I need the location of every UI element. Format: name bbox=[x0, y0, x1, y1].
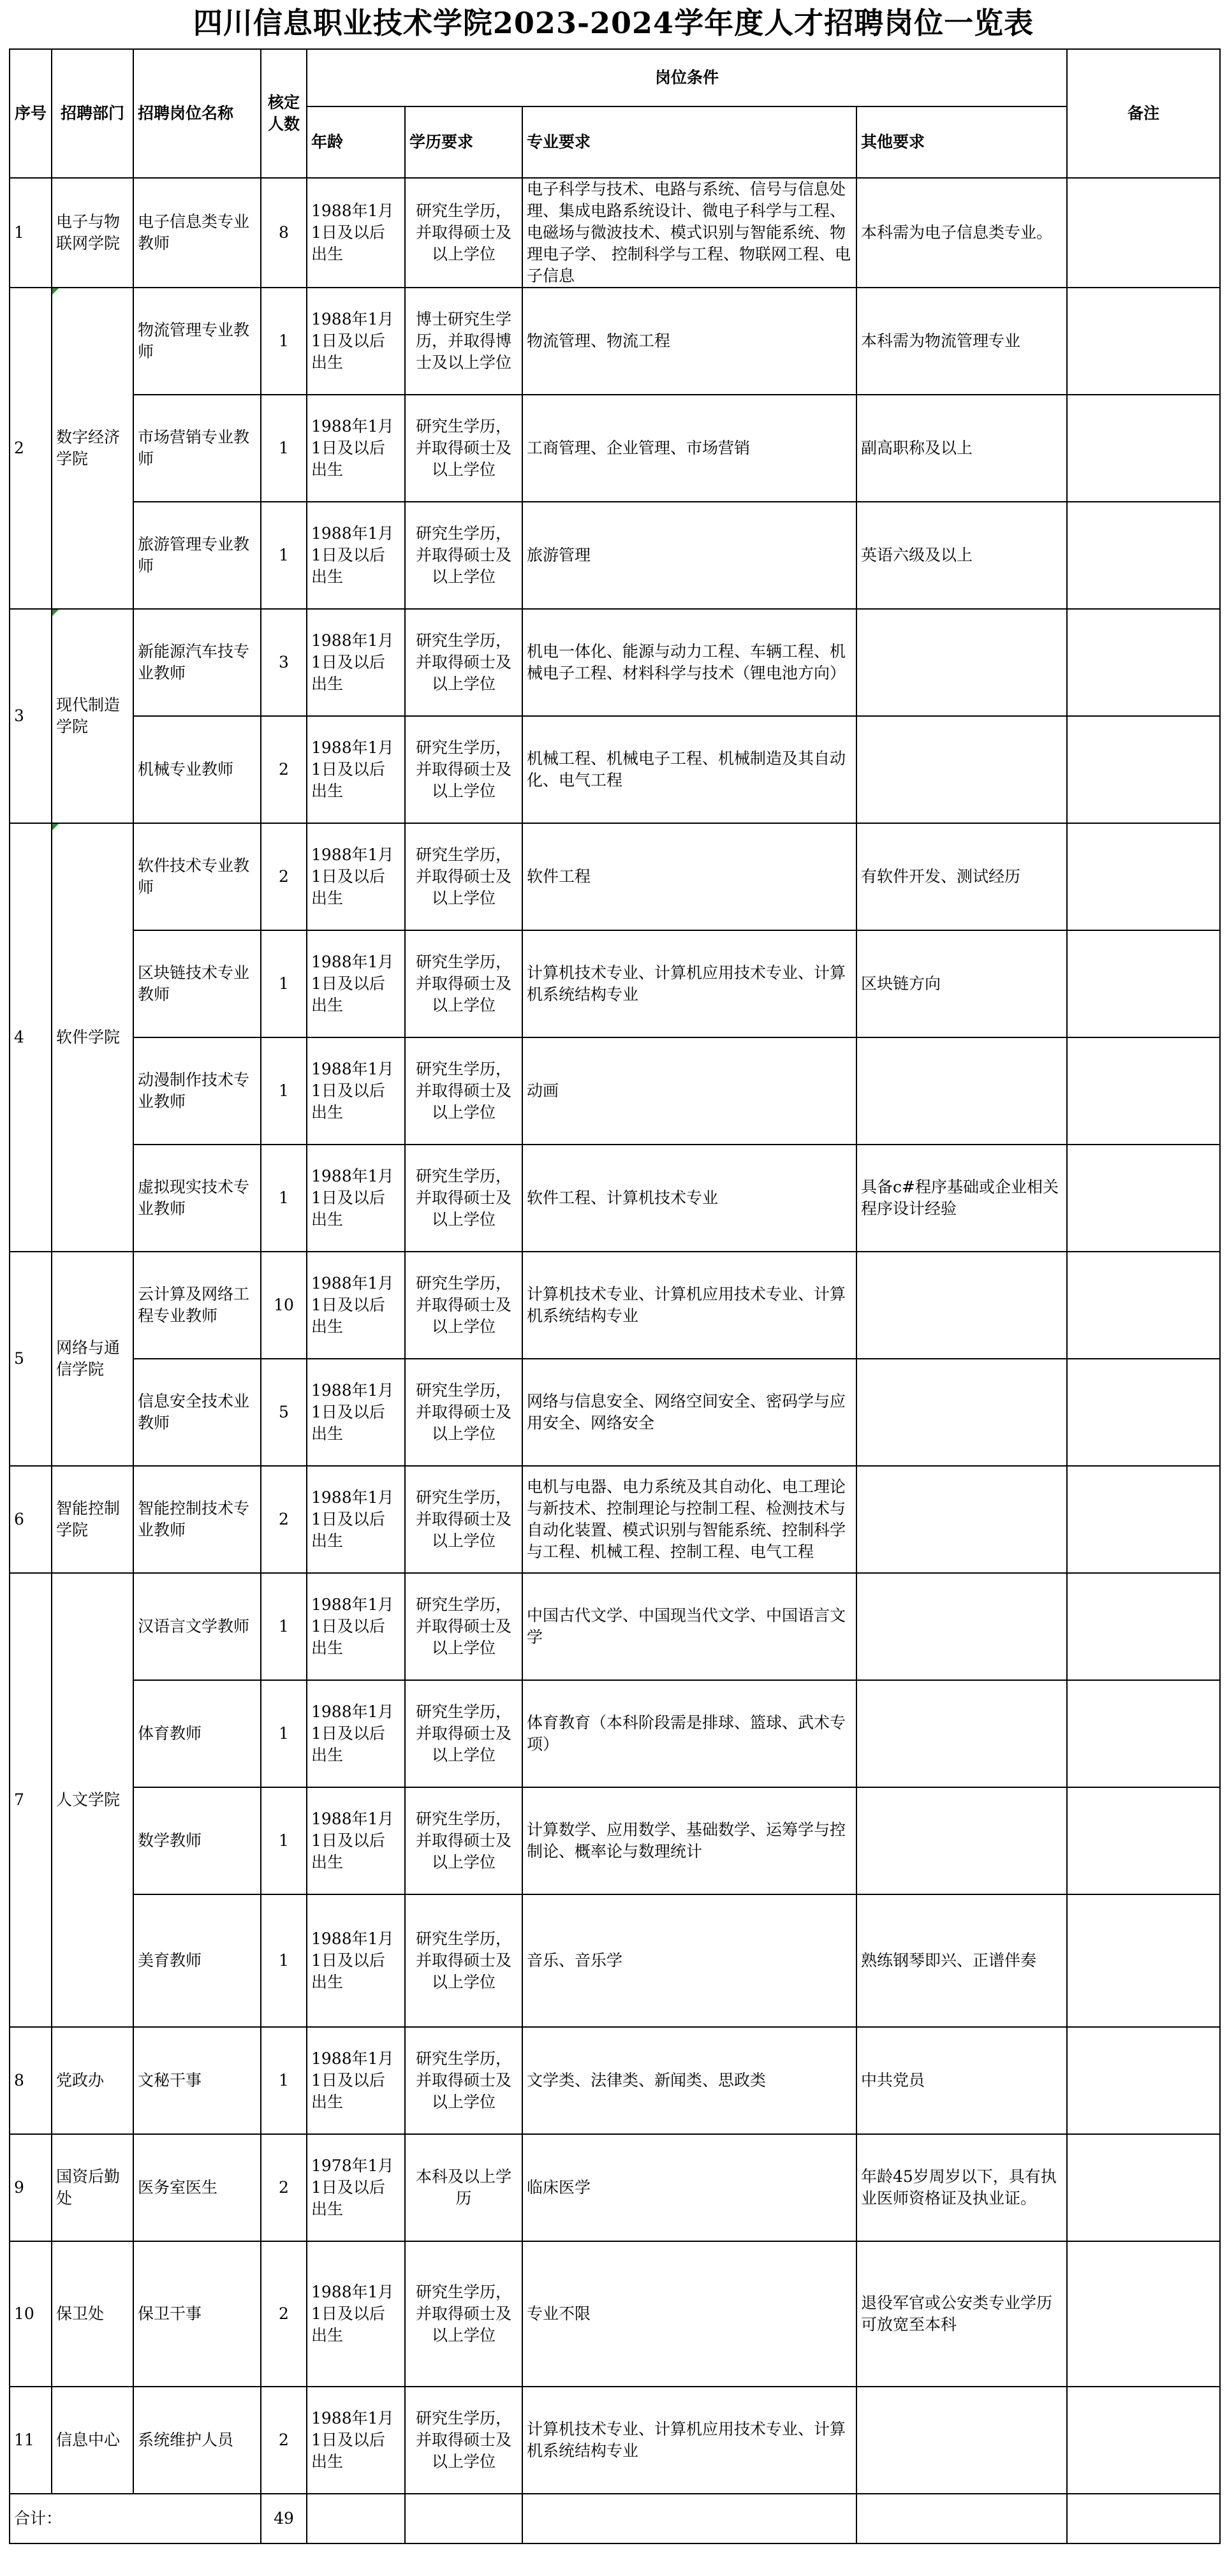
header-age: 年龄 bbox=[307, 106, 405, 178]
row-remark bbox=[1067, 2027, 1220, 2134]
row-other: 副高职称及以上 bbox=[856, 395, 1067, 502]
row-age: 1988年1月1日及以后出生 bbox=[307, 1037, 405, 1145]
row-dept: 智能控制学院 bbox=[52, 1466, 133, 1573]
row-position: 区块链技术专业教师 bbox=[133, 930, 261, 1037]
row-major: 电机与电器、电力系统及其自动化、电工理论与新技术、控制理论与控制工程、检测技术与自动化装置、模式识别与智能系统、控制科学与工程、机械工程、控制工程、电气工程 bbox=[522, 1466, 856, 1573]
table-body bbox=[10, 178, 1220, 2494]
row-remark bbox=[1067, 1359, 1220, 1466]
row-seq: 10 bbox=[10, 2241, 52, 2387]
row-education: 研究生学历，并取得硕士及以上学位 bbox=[405, 2387, 522, 2494]
row-age: 1988年1月1日及以后出生 bbox=[307, 288, 405, 395]
row-remark bbox=[1067, 2134, 1220, 2241]
row-other bbox=[856, 1466, 1067, 1573]
row-remark bbox=[1067, 1894, 1220, 2027]
row-count: 1 bbox=[261, 1573, 307, 1680]
row-remark bbox=[1067, 288, 1220, 395]
row-major: 网络与信息安全、网络空间安全、密码学与应用安全、网络安全 bbox=[522, 1359, 856, 1466]
row-count: 1 bbox=[261, 1787, 307, 1894]
row-age: 1978年1月1日及以后出生 bbox=[307, 2134, 405, 2241]
row-age: 1988年1月1日及以后出生 bbox=[307, 1145, 405, 1252]
row-other bbox=[856, 1359, 1067, 1466]
row-dept: 国资后勤处 bbox=[52, 2134, 133, 2241]
row-remark bbox=[1067, 1252, 1220, 1359]
total-count: 49 bbox=[261, 2494, 307, 2543]
row-dept: 保卫处 bbox=[52, 2241, 133, 2387]
row-major: 体育教育（本科阶段需是排球、篮球、武术专项） bbox=[522, 1680, 856, 1787]
row-remark bbox=[1067, 1680, 1220, 1787]
row-position: 保卫干事 bbox=[133, 2241, 261, 2387]
row-remark bbox=[1067, 716, 1220, 823]
row-position: 机械专业教师 bbox=[133, 716, 261, 823]
table-row bbox=[10, 2027, 1220, 2134]
table-row bbox=[10, 1466, 1220, 1573]
row-education: 研究生学历，并取得硕士及以上学位 bbox=[405, 1252, 522, 1359]
row-position: 智能控制技术专业教师 bbox=[133, 1466, 261, 1573]
row-major: 计算数学、应用数学、基础数学、运筹学与控制论、概率论与数理统计 bbox=[522, 1787, 856, 1894]
table-row bbox=[10, 2241, 1220, 2387]
row-position: 虚拟现实技术专业教师 bbox=[133, 1145, 261, 1252]
table-row bbox=[10, 1573, 1220, 1680]
row-age: 1988年1月1日及以后出生 bbox=[307, 1894, 405, 2027]
row-count: 2 bbox=[261, 2241, 307, 2387]
row-major: 物流管理、物流工程 bbox=[522, 288, 856, 395]
table-row bbox=[10, 1680, 1220, 1787]
table-row bbox=[10, 178, 1220, 288]
table-row bbox=[10, 502, 1220, 609]
table-row bbox=[10, 1145, 1220, 1252]
total-empty-cell bbox=[1067, 2494, 1220, 2543]
row-remark bbox=[1067, 609, 1220, 716]
row-position: 电子信息类专业教师 bbox=[133, 178, 261, 288]
row-remark bbox=[1067, 1573, 1220, 1680]
row-other: 有软件开发、测试经历 bbox=[856, 823, 1067, 930]
header-remark: 备注 bbox=[1067, 49, 1220, 178]
row-position: 物流管理专业教师 bbox=[133, 288, 261, 395]
table-row bbox=[10, 2134, 1220, 2241]
total-empty-cell bbox=[307, 2494, 405, 2543]
row-major: 软件工程、计算机技术专业 bbox=[522, 1145, 856, 1252]
row-education: 本科及以上学历 bbox=[405, 2134, 522, 2241]
row-age: 1988年1月1日及以后出生 bbox=[307, 178, 405, 288]
row-education: 研究生学历，并取得硕士及以上学位 bbox=[405, 2241, 522, 2387]
row-education: 研究生学历，并取得硕士及以上学位 bbox=[405, 823, 522, 930]
table-row bbox=[10, 823, 1220, 930]
row-dept: 现代制造学院 bbox=[52, 609, 133, 823]
row-age: 1988年1月1日及以后出生 bbox=[307, 823, 405, 930]
row-education: 研究生学历，并取得硕士及以上学位 bbox=[405, 178, 522, 288]
total-empty-cell bbox=[522, 2494, 856, 2543]
row-count: 1 bbox=[261, 930, 307, 1037]
row-major: 中国古代文学、中国现当代文学、中国语言文学 bbox=[522, 1573, 856, 1680]
row-count: 1 bbox=[261, 502, 307, 609]
row-major: 软件工程 bbox=[522, 823, 856, 930]
row-other: 区块链方向 bbox=[856, 930, 1067, 1037]
row-remark bbox=[1067, 1037, 1220, 1145]
total-empty-cell bbox=[405, 2494, 522, 2543]
header-seq: 序号 bbox=[10, 49, 52, 178]
row-count: 1 bbox=[261, 1037, 307, 1145]
row-position: 文秘干事 bbox=[133, 2027, 261, 2134]
table-row bbox=[10, 395, 1220, 502]
row-education: 研究生学历，并取得硕士及以上学位 bbox=[405, 1787, 522, 1894]
row-position: 云计算及网络工程专业教师 bbox=[133, 1252, 261, 1359]
table-row bbox=[10, 2387, 1220, 2494]
table-row bbox=[10, 930, 1220, 1037]
row-remark bbox=[1067, 2241, 1220, 2387]
row-position: 系统维护人员 bbox=[133, 2387, 261, 2494]
row-other bbox=[856, 1573, 1067, 1680]
row-dept: 电子与物联网学院 bbox=[52, 178, 133, 288]
row-major: 专业不限 bbox=[522, 2241, 856, 2387]
row-other bbox=[856, 1252, 1067, 1359]
row-position: 美育教师 bbox=[133, 1894, 261, 2027]
row-seq: 2 bbox=[10, 288, 52, 609]
row-age: 1988年1月1日及以后出生 bbox=[307, 1680, 405, 1787]
row-seq: 3 bbox=[10, 609, 52, 823]
row-count: 1 bbox=[261, 288, 307, 395]
row-position: 信息安全技术业教师 bbox=[133, 1359, 261, 1466]
row-age: 1988年1月1日及以后出生 bbox=[307, 2387, 405, 2494]
row-other: 退役军官或公安类专业学历可放宽至本科 bbox=[856, 2241, 1067, 2387]
row-other: 英语六级及以上 bbox=[856, 502, 1067, 609]
row-count: 1 bbox=[261, 1894, 307, 2027]
row-position: 体育教师 bbox=[133, 1680, 261, 1787]
row-age: 1988年1月1日及以后出生 bbox=[307, 2027, 405, 2134]
row-seq: 6 bbox=[10, 1466, 52, 1573]
row-position: 新能源汽车技专业教师 bbox=[133, 609, 261, 716]
row-age: 1988年1月1日及以后出生 bbox=[307, 716, 405, 823]
recruitment-table bbox=[9, 48, 1221, 2544]
row-age: 1988年1月1日及以后出生 bbox=[307, 609, 405, 716]
row-education: 研究生学历，并取得硕士及以上学位 bbox=[405, 1573, 522, 1680]
header-dept: 招聘部门 bbox=[52, 49, 133, 178]
row-other: 年龄45岁周岁以下，具有执业医师资格证及执业证。 bbox=[856, 2134, 1067, 2241]
row-count: 8 bbox=[261, 178, 307, 288]
row-count: 1 bbox=[261, 1145, 307, 1252]
header-other: 其他要求 bbox=[856, 106, 1067, 178]
row-major: 音乐、音乐学 bbox=[522, 1894, 856, 2027]
row-position: 汉语言文学教师 bbox=[133, 1573, 261, 1680]
row-education: 研究生学历，并取得硕士及以上学位 bbox=[405, 395, 522, 502]
row-education: 研究生学历，并取得硕士及以上学位 bbox=[405, 930, 522, 1037]
row-dept: 人文学院 bbox=[52, 1573, 133, 2027]
row-education: 研究生学历，并取得硕士及以上学位 bbox=[405, 1466, 522, 1573]
row-education: 研究生学历，并取得硕士及以上学位 bbox=[405, 716, 522, 823]
row-remark bbox=[1067, 930, 1220, 1037]
row-major: 工商管理、企业管理、市场营销 bbox=[522, 395, 856, 502]
row-education: 研究生学历，并取得硕士及以上学位 bbox=[405, 502, 522, 609]
header-major: 专业要求 bbox=[522, 106, 856, 178]
row-seq: 9 bbox=[10, 2134, 52, 2241]
header-count: 核定人数 bbox=[261, 49, 307, 178]
row-education: 博士研究生学历，并取得博士及以上学位 bbox=[405, 288, 522, 395]
row-remark bbox=[1067, 178, 1220, 288]
row-other bbox=[856, 1787, 1067, 1894]
row-position: 数学教师 bbox=[133, 1787, 261, 1894]
row-major: 电子科学与技术、电路与系统、信号与信息处理、集成电路系统设计、微电子科学与工程、电磁场与微波技术、模式识别与智能系统、物理电子学、 控制科学与工程、物联网工程、电子信息 bbox=[522, 178, 856, 288]
row-seq: 4 bbox=[10, 823, 52, 1252]
table-row bbox=[10, 609, 1220, 716]
total-label: 合计： bbox=[10, 2494, 261, 2543]
row-position: 软件技术专业教师 bbox=[133, 823, 261, 930]
row-seq: 7 bbox=[10, 1573, 52, 2027]
row-remark bbox=[1067, 1787, 1220, 1894]
row-major: 机械工程、机械电子工程、机械制造及其自动化、电气工程 bbox=[522, 716, 856, 823]
row-other bbox=[856, 2387, 1067, 2494]
row-education: 研究生学历，并取得硕士及以上学位 bbox=[405, 609, 522, 716]
row-remark bbox=[1067, 1466, 1220, 1573]
row-remark bbox=[1067, 823, 1220, 930]
row-major: 计算机技术专业、计算机应用技术专业、计算机系统结构专业 bbox=[522, 930, 856, 1037]
row-dept: 软件学院 bbox=[52, 823, 133, 1252]
table-row bbox=[10, 1894, 1220, 2027]
row-position: 旅游管理专业教师 bbox=[133, 502, 261, 609]
row-age: 1988年1月1日及以后出生 bbox=[307, 1252, 405, 1359]
total-empty-cell bbox=[856, 2494, 1067, 2543]
row-major: 计算机技术专业、计算机应用技术专业、计算机系统结构专业 bbox=[522, 2387, 856, 2494]
row-other bbox=[856, 716, 1067, 823]
row-dept: 党政办 bbox=[52, 2027, 133, 2134]
page-title: 四川信息职业技术学院2023-2024学年度人才招聘岗位一览表 bbox=[193, 6, 1034, 40]
row-count: 1 bbox=[261, 2027, 307, 2134]
header-conditions: 岗位条件 bbox=[307, 49, 1067, 106]
row-major: 动画 bbox=[522, 1037, 856, 1145]
row-count: 2 bbox=[261, 2387, 307, 2494]
row-count: 3 bbox=[261, 609, 307, 716]
row-count: 1 bbox=[261, 395, 307, 502]
row-age: 1988年1月1日及以后出生 bbox=[307, 395, 405, 502]
row-count: 1 bbox=[261, 1680, 307, 1787]
row-seq: 5 bbox=[10, 1252, 52, 1466]
table-row bbox=[10, 288, 1220, 395]
row-age: 1988年1月1日及以后出生 bbox=[307, 930, 405, 1037]
row-count: 2 bbox=[261, 1466, 307, 1573]
row-education: 研究生学历，并取得硕士及以上学位 bbox=[405, 1037, 522, 1145]
row-other bbox=[856, 1680, 1067, 1787]
row-other bbox=[856, 609, 1067, 716]
row-age: 1988年1月1日及以后出生 bbox=[307, 1466, 405, 1573]
row-count: 10 bbox=[261, 1252, 307, 1359]
row-age: 1988年1月1日及以后出生 bbox=[307, 1787, 405, 1894]
row-count: 2 bbox=[261, 2134, 307, 2241]
row-other: 熟练钢琴即兴、正谱伴奏 bbox=[856, 1894, 1067, 2027]
table-row bbox=[10, 1787, 1220, 1894]
table-row bbox=[10, 1252, 1220, 1359]
row-education: 研究生学历，并取得硕士及以上学位 bbox=[405, 1145, 522, 1252]
row-seq: 1 bbox=[10, 178, 52, 288]
row-other: 本科需为物流管理专业 bbox=[856, 288, 1067, 395]
row-age: 1988年1月1日及以后出生 bbox=[307, 1573, 405, 1680]
row-other: 具备c#程序基础或企业相关程序设计经验 bbox=[856, 1145, 1067, 1252]
row-dept: 信息中心 bbox=[52, 2387, 133, 2494]
row-other: 中共党员 bbox=[856, 2027, 1067, 2134]
row-remark bbox=[1067, 2387, 1220, 2494]
row-age: 1988年1月1日及以后出生 bbox=[307, 502, 405, 609]
row-age: 1988年1月1日及以后出生 bbox=[307, 2241, 405, 2387]
row-seq: 8 bbox=[10, 2027, 52, 2134]
header-position: 招聘岗位名称 bbox=[133, 49, 261, 178]
row-education: 研究生学历，并取得硕士及以上学位 bbox=[405, 2027, 522, 2134]
row-education: 研究生学历，并取得硕士及以上学位 bbox=[405, 1680, 522, 1787]
table-row bbox=[10, 1037, 1220, 1145]
header-education: 学历要求 bbox=[405, 106, 522, 178]
row-other: 本科需为电子信息类专业。 bbox=[856, 178, 1067, 288]
row-age: 1988年1月1日及以后出生 bbox=[307, 1359, 405, 1466]
row-dept: 数字经济学院 bbox=[52, 288, 133, 609]
row-count: 2 bbox=[261, 823, 307, 930]
row-other bbox=[856, 1037, 1067, 1145]
row-seq: 11 bbox=[10, 2387, 52, 2494]
row-dept: 网络与通信学院 bbox=[52, 1252, 133, 1466]
row-remark bbox=[1067, 1145, 1220, 1252]
row-position: 医务室医生 bbox=[133, 2134, 261, 2241]
row-major: 旅游管理 bbox=[522, 502, 856, 609]
row-position: 市场营销专业教师 bbox=[133, 395, 261, 502]
row-major: 机电一体化、能源与动力工程、车辆工程、机械电子工程、材料科学与技术（锂电池方向） bbox=[522, 609, 856, 716]
row-position: 动漫制作技术专业教师 bbox=[133, 1037, 261, 1145]
row-count: 2 bbox=[261, 716, 307, 823]
row-education: 研究生学历，并取得硕士及以上学位 bbox=[405, 1894, 522, 2027]
row-count: 5 bbox=[261, 1359, 307, 1466]
row-major: 文学类、法律类、新闻类、思政类 bbox=[522, 2027, 856, 2134]
row-major: 计算机技术专业、计算机应用技术专业、计算机系统结构专业 bbox=[522, 1252, 856, 1359]
row-remark bbox=[1067, 502, 1220, 609]
row-education: 研究生学历，并取得硕士及以上学位 bbox=[405, 1359, 522, 1466]
table-row bbox=[10, 1359, 1220, 1466]
row-major: 临床医学 bbox=[522, 2134, 856, 2241]
row-remark bbox=[1067, 395, 1220, 502]
table-row bbox=[10, 716, 1220, 823]
